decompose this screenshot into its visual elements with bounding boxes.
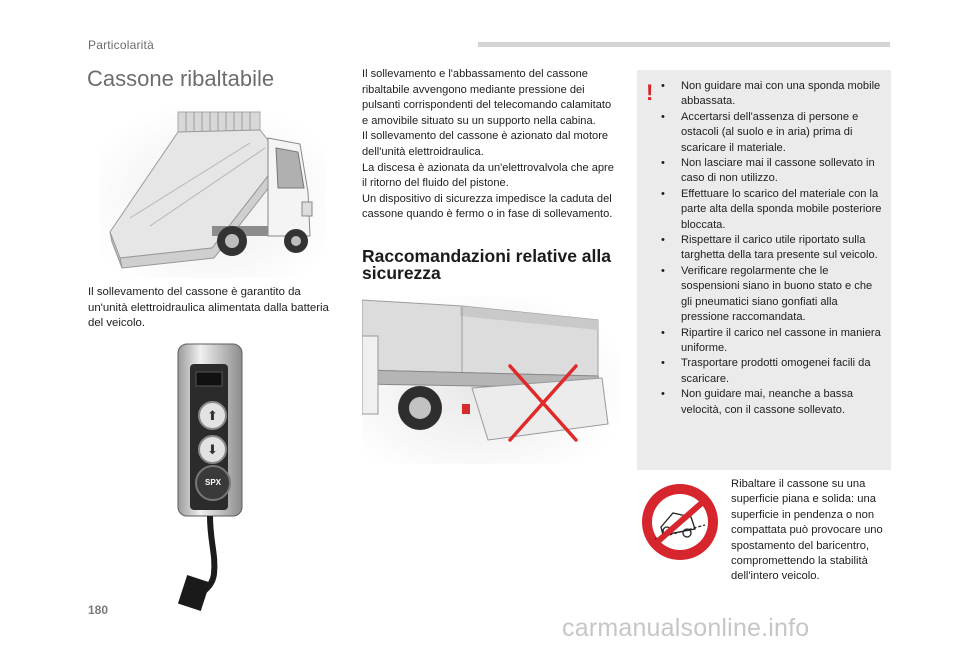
raise-button[interactable]: ⬆ — [198, 401, 227, 430]
list-item — [654, 110, 886, 156]
tipper-truck-illustration — [100, 108, 326, 278]
list-item-text: Ripartire il carico nel cassone in maniera uniforme. — [681, 326, 881, 354]
list-item — [654, 387, 886, 418]
list-item-text: Non lasciare mai il cassone sollevato in caso di non utilizzo. — [681, 157, 875, 185]
list-item — [654, 79, 886, 110]
list-item-text: Accertarsi dell'assenza di persone e ostacoli (al suolo e in aria) prima di scaricare il materiale. — [681, 110, 859, 154]
description-paragraph: Il sollevamento e l'abbassamento del cassone ribaltabile avvengono mediante pressione dei pulsanti corrispondenti del telecomando calamitato e amovibile situato su un supporto nella cabina. — [362, 68, 612, 127]
bullet-icon: • — [661, 357, 665, 370]
list-item — [654, 156, 886, 187]
bullet-icon: • — [661, 264, 665, 277]
list-item-text: Rispettare il carico utile riportato sulla targhetta della tara presente sul veicolo. — [681, 234, 878, 262]
list-item — [654, 233, 886, 264]
open-side-panel-illustration — [362, 296, 620, 464]
section-label: Particolarità — [88, 38, 154, 52]
list-item — [654, 264, 886, 326]
description-paragraph: Il sollevamento del cassone è azionato dal motore dell'unità elettroidraulica. — [362, 130, 609, 158]
list-item — [654, 326, 886, 357]
list-item-text: Effettuare lo scarico del materiale con la parte alta della sponda mobile posteriore bloccata. — [681, 187, 882, 231]
list-item-text: Non guidare mai con una sponda mobile abbassata. — [681, 80, 881, 108]
bullet-icon: • — [661, 326, 665, 339]
bullet-icon: • — [661, 80, 665, 92]
watermark: carmanualsonline.info — [562, 614, 810, 642]
spx-button[interactable]: SPX — [195, 465, 231, 501]
remote-control-illustration — [176, 342, 246, 612]
bullet-icon: • — [661, 110, 665, 123]
page-title: Cassone ribaltabile — [87, 66, 275, 91]
description-paragraph: Un dispositivo di sicurezza impedisce la caduta del cassone quando è fermo o in fase di sollevamento. — [362, 192, 613, 221]
safety-heading: Raccomandazioni relative alla sicurezza — [362, 246, 611, 283]
bullet-icon: • — [661, 187, 665, 200]
list-item — [654, 356, 886, 387]
prohibition-sign-icon — [639, 481, 721, 563]
bullet-icon: • — [661, 234, 665, 247]
list-item-text: Verificare regolarmente che le sospensioni siano in buono stato e che gli pneumatici siano gonfiati alla pressione raccomandata. — [681, 264, 873, 324]
bullet-icon: • — [661, 388, 665, 401]
description-text — [362, 67, 620, 223]
description-paragraph: La discesa è azionata da un'elettrovalvola che apre il ritorno del fluido del pistone. — [362, 161, 614, 190]
list-item-text: Trasportare prodotti omogenei facili da scaricare. — [681, 357, 871, 385]
lower-button[interactable]: ⬇ — [198, 435, 227, 464]
intro-paragraph: Il sollevamento del cassone è garantito da un'unità elettroidraulica alimentata dalla batteria del veicolo. — [88, 286, 329, 330]
list-item-text: Non guidare mai, neanche a bassa velocità, con il cassone sollevato. — [681, 388, 854, 416]
stability-tip: Ribaltare il cassone su una superficie piana e solida: una superficie in pendenza o non compattata può provocare uno spostamento del baricentro, compromettendo la stabilità dell'intero veicolo. — [731, 478, 883, 583]
bullet-icon: • — [661, 157, 665, 170]
section-divider — [478, 42, 890, 47]
warning-icon: ! — [646, 80, 654, 105]
list-item — [654, 187, 886, 233]
safety-list — [654, 79, 886, 418]
page-number: 180 — [88, 603, 109, 617]
